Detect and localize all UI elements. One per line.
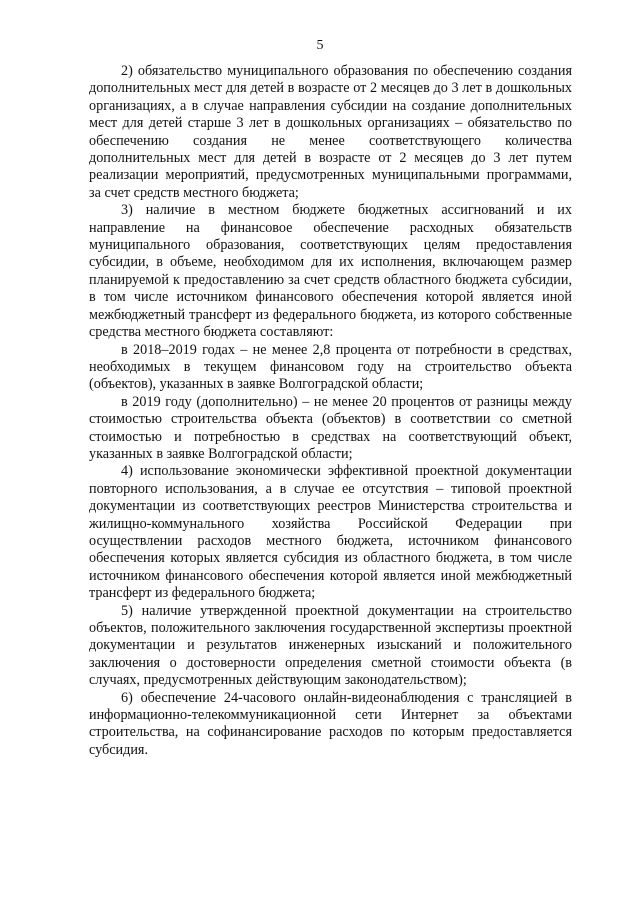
paragraph-2018-2019: в 2018–2019 годах – не менее 2,8 процента от потребности в средствах, необходимых в текущем финансовом году на строительство объекта (объектов), указанных в заявке Волгоградской области;: [89, 341, 572, 393]
page-number: 5: [316, 38, 324, 53]
paragraph-item-2: 2) обязательство муниципального образования по обеспечению создания дополнительных мест для детей в возрасте от 2 месяцев до 3 лет в дошкольных организациях, а в случае направления субсидии на создание дополнительных мест для детей старше 3 лет в дошкольных организациях – обязательство по обеспечению создания не менее соответствующего количества дополнительных мест для детей в возрасте от 2 месяцев до 3 лет путем реализации мероприятий, предусмотренных муниципальными программами, за счет средств местного бюджета;: [89, 63, 572, 201]
paragraph-item-4: 4) использование экономически эффективной проектной документации повторного использования, а в случае ее отсутствия – типовой проектной документации из соответствующих реестров Министерства строительства и жилищно-коммунального хозяйства Российской Федерации при осуществлении расходов местного бюджета, источником финансового обеспечения которых является субсидия из областного бюджета, в том числе источником финансового обеспечения которой является иной межбюджетный трансферт из федерального бюджета;: [89, 463, 572, 602]
document-body: [89, 63, 572, 759]
paragraph-2019-additional: в 2019 году (дополнительно) – не менее 20 процентов от разницы между стоимостью строительства объекта (объектов) в соответствии со сметной стоимостью и потребностью в средствах на соответствующий объект, указанных в заявке Волгоградской области;: [89, 393, 572, 462]
paragraph-item-6: 6) обеспечение 24-часового онлайн-видеонаблюдения с трансляцией в информационно-телекоммуникационной сети Интернет за объектами строительства, на софинансирование расходов по которым предоставляется субсидия.: [89, 689, 572, 758]
paragraph-item-5: 5) наличие утвержденной проектной документации на строительство объектов, положительного заключения государственной экспертизы проектной документации и результатов инженерных изысканий и положительного заключения о достоверности определения сметной стоимости объекта (в случаях, предусмотренных действующим законодательством);: [89, 602, 572, 689]
paragraph-item-3: 3) наличие в местном бюджете бюджетных ассигнований и их направление на финансовое обеспечение расходных обязательств муниципального образования, соответствующих целям предоставления субсидии, в объеме, необходимом для их исполнения, включающем размер планируемой к предоставлению за счет средств областного бюджета субсидии, в том числе источником финансового обеспечения которой является иной межбюджетный трансферт из федерального бюджета, из которого собственные средства местного бюджета составляют:: [89, 202, 572, 341]
